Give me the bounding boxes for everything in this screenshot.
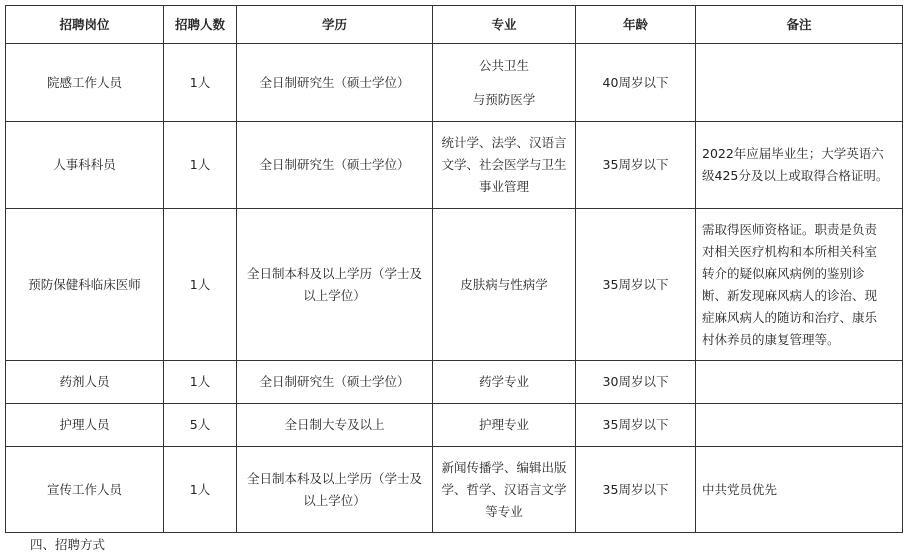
major-line: 文学、社会医学与卫生: [441, 157, 567, 172]
cell-position: 宣传工作人员: [6, 447, 164, 533]
cell-count: 5人: [164, 404, 237, 447]
cell-note: [696, 44, 903, 122]
education-line: 以上学位）: [303, 287, 366, 303]
cell-count: 1人: [164, 44, 237, 122]
note-line: 症麻风病人的随访和治疗、康乐: [702, 309, 878, 325]
note-line: 需取得医师资格证。职责是负责: [702, 221, 878, 237]
major-line: 新闻传播学、编辑出版: [441, 459, 567, 475]
cell-major: 药学专业: [433, 361, 576, 404]
cell-age: 35周岁以下: [576, 447, 696, 533]
cell-position: 院感工作人员: [6, 44, 164, 122]
table-row: [6, 361, 903, 404]
recruitment-table: [5, 5, 903, 533]
cell-position: 药剂人员: [6, 361, 164, 404]
education-line: 全日制本科及以上学历（学士及: [246, 470, 422, 486]
cell-position: 人事科科员: [6, 122, 164, 209]
major-line: 公共卫生: [478, 57, 529, 73]
major-line: 学、哲学、汉语言文学: [441, 481, 567, 497]
cell-position: 护理人员: [6, 404, 164, 447]
cell-note: [696, 209, 903, 361]
cell-count: 1人: [164, 361, 237, 404]
cell-count: 1人: [164, 447, 237, 533]
table-row: [6, 122, 903, 209]
education-line: 以上学位）: [303, 492, 366, 508]
note-line: 对相关医疗机构和本所相关科室: [702, 243, 878, 259]
cell-note: [696, 404, 903, 447]
cell-age: 40周岁以下: [576, 44, 696, 122]
header-position: 招聘岗位: [6, 6, 164, 44]
cell-major: 皮肤病与性病学: [433, 209, 576, 361]
note-line: 转介的疑似麻风病例的鉴别诊: [702, 265, 865, 281]
cell-major: [433, 44, 576, 122]
header-note: 备注: [696, 6, 903, 44]
cell-note: 中共党员优先: [696, 447, 903, 533]
header-major: 专业: [433, 6, 576, 44]
major-line: 等专业: [485, 503, 523, 519]
cell-major: [433, 447, 576, 533]
note-line: 2022年应届毕业生；大学英语六: [702, 146, 884, 161]
cell-count: 1人: [164, 209, 237, 361]
major-line: 统计学、法学、汉语言: [441, 135, 567, 150]
header-count: 招聘人数: [164, 6, 237, 44]
header-age: 年龄: [576, 6, 696, 44]
cell-note: [696, 361, 903, 404]
cell-major: [433, 122, 576, 209]
cell-note: [696, 122, 903, 209]
table-row: [6, 209, 903, 361]
cell-education: [237, 209, 433, 361]
cell-count: 1人: [164, 122, 237, 209]
section-heading-partial: 四、招聘方式: [30, 537, 106, 552]
note-line: 级425分及以上或取得合格证明。: [702, 168, 889, 183]
table-row: [6, 404, 903, 447]
cell-age: 35周岁以下: [576, 404, 696, 447]
major-line: 事业管理: [478, 179, 529, 194]
education-line: 全日制本科及以上学历（学士及: [246, 265, 422, 281]
cell-education: 全日制研究生（硕士学位）: [237, 361, 433, 404]
header-education: 学历: [237, 6, 433, 44]
table-row: [6, 447, 903, 533]
cell-education: 全日制大专及以上: [237, 404, 433, 447]
note-line: 断、新发现麻风病人的诊治、现: [702, 287, 878, 303]
cell-education: [237, 447, 433, 533]
cell-major: 护理专业: [433, 404, 576, 447]
table-row: [6, 44, 903, 122]
table-header-row: [6, 6, 903, 44]
cell-age: 35周岁以下: [576, 209, 696, 361]
note-line: 村休养员的康复管理等。: [702, 331, 840, 347]
cell-position: 预防保健科临床医师: [6, 209, 164, 361]
cell-age: 30周岁以下: [576, 361, 696, 404]
cell-education: 全日制研究生（硕士学位）: [237, 122, 433, 209]
major-line: 与预防医学: [472, 91, 536, 107]
cell-age: 35周岁以下: [576, 122, 696, 209]
cell-education: 全日制研究生（硕士学位）: [237, 44, 433, 122]
